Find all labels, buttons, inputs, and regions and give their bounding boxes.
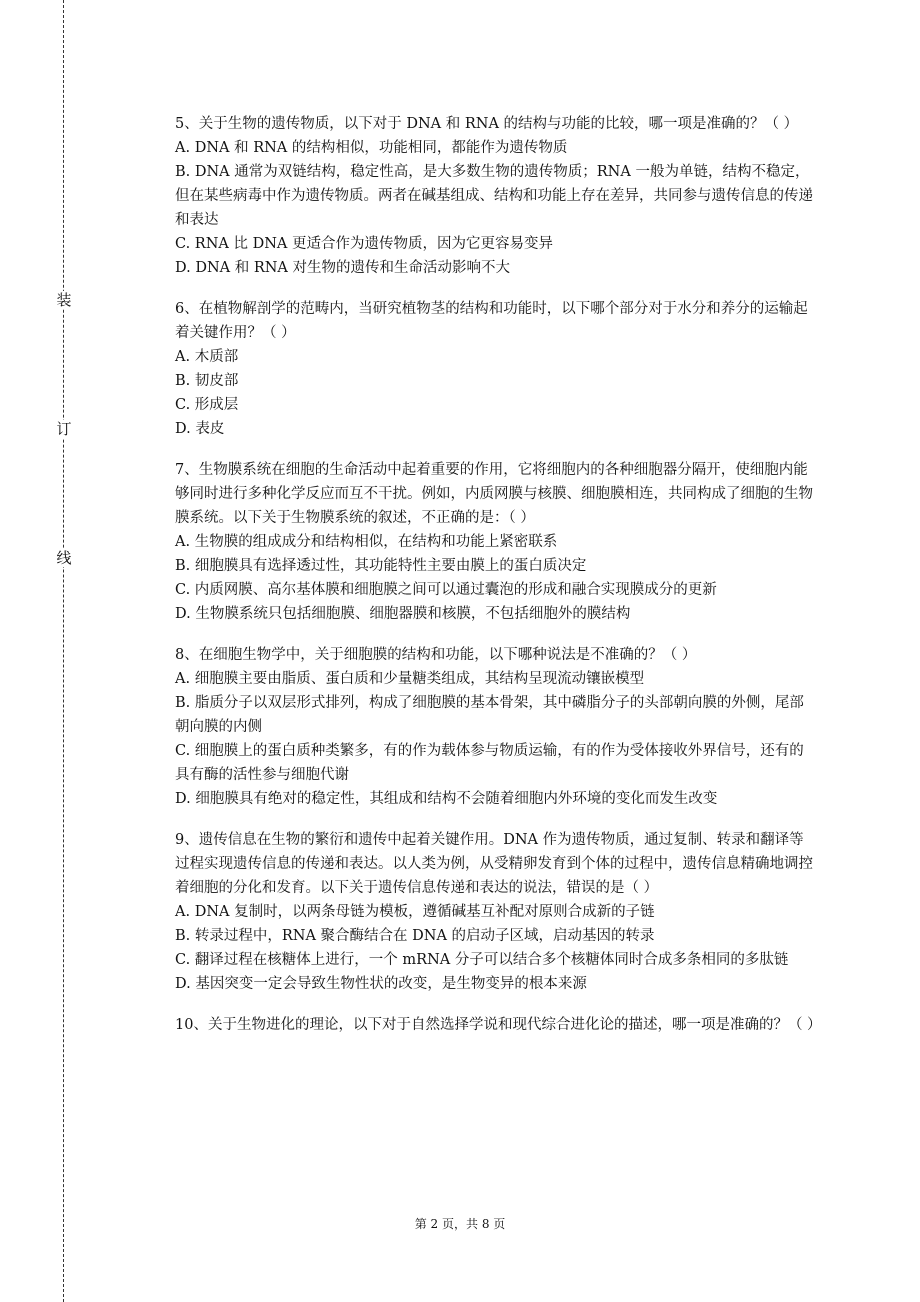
option-c: C. RNA 比 DNA 更适合作为遗传物质，因为它更容易变异 [175, 236, 553, 252]
option-a: A. 木质部 [175, 349, 239, 365]
binding-char-zhuang: 装 [56, 291, 72, 309]
option-d: D. 细胞膜具有绝对的稳定性，其组成和结构不会随着细胞内外环境的变化而发生改变 [175, 791, 718, 807]
option-a: A. 细胞膜主要由脂质、蛋白质和少量糖类组成，其结构呈现流动镶嵌模型 [175, 671, 645, 687]
question-stem: 8、在细胞生物学中，关于细胞膜的结构和功能，以下哪种说法是不准确的？（ ） [175, 647, 697, 663]
option-b: B. 韧皮部 [175, 373, 239, 389]
question-10 [175, 1013, 822, 1037]
binding-dashed-line [63, 0, 64, 1302]
option-d: D. 基因突变一定会导致生物性状的改变，是生物变异的根本来源 [175, 976, 587, 992]
option-c: C. 细胞膜上的蛋白质种类繁多，有的作为载体参与物质运输，有的作为受体接收外界信号，还有的具有酶的活性参与细胞代谢 [175, 743, 804, 783]
option-b: B. DNA 通常为双链结构，稳定性高，是大多数生物的遗传物质；RNA 一般为单链，结构不稳定，但在某些病毒中作为遗传物质。两者在碱基组成、结构和功能上存在差异，共同参与遗传信息的传递和表达 [175, 164, 813, 228]
option-b: B. 脂质分子以双层形式排列，构成了细胞膜的基本骨架，其中磷脂分子的头部朝向膜的外侧，尾部朝向膜的内侧 [175, 695, 804, 735]
question-stem: 6、在植物解剖学的范畴内，当研究植物茎的结构和功能时，以下哪个部分对于水分和养分的运输起着关键作用？（ ） [175, 301, 808, 341]
question-7 [175, 458, 815, 626]
question-9 [175, 828, 815, 996]
question-stem: 10、关于生物进化的理论，以下对于自然选择学说和现代综合进化论的描述，哪一项是准确的？（ ） [175, 1017, 822, 1033]
option-b: B. 转录过程中，RNA 聚合酶结合在 DNA 的启动子区域，启动基因的转录 [175, 928, 655, 944]
option-a: A. DNA 复制时，以两条母链为模板，遵循碱基互补配对原则合成新的子链 [175, 904, 655, 920]
option-a: A. DNA 和 RNA 的结构相似，功能相同，都能作为遗传物质 [175, 140, 568, 156]
option-d: D. 生物膜系统只包括细胞膜、细胞器膜和核膜，不包括细胞外的膜结构 [175, 606, 631, 622]
option-c: C. 形成层 [175, 397, 239, 413]
option-d: D. 表皮 [175, 421, 225, 437]
question-stem: 7、生物膜系统在细胞的生命活动中起着重要的作用，它将细胞内的各种细胞器分隔开，使细胞内能够同时进行多种化学反应而互不干扰。例如，内质网膜与核膜、细胞膜相连，共同构成了细胞的生物膜系统。以下关于生物膜系统的叙述，不正确的是：（ ） [175, 462, 813, 526]
option-c: C. 翻译过程在核糖体上进行，一个 mRNA 分子可以结合多个核糖体同时合成多条相同的多肽链 [175, 952, 789, 968]
question-stem: 9、遗传信息在生物的繁衍和遗传中起着关键作用。DNA 作为遗传物质，通过复制、转录和翻译等过程实现遗传信息的传递和表达。以人类为例，从受精卵发育到个体的过程中，遗传信息精确地调控着细胞的分化和发育。以下关于遗传信息传递和表达的说法，错误的是（ ） [175, 832, 813, 896]
page-number-footer: 第 2 页，共 8 页 [414, 1217, 506, 1231]
option-c: C. 内质网膜、高尔基体膜和细胞膜之间可以通过囊泡的形成和融合实现膜成分的更新 [175, 582, 717, 598]
question-5 [175, 112, 815, 280]
option-a: A. 生物膜的组成成分和结构相似，在结构和功能上紧密联系 [175, 534, 558, 550]
option-d: D. DNA 和 RNA 对生物的遗传和生命活动影响不大 [175, 260, 511, 276]
binding-char-ding: 订 [56, 420, 72, 438]
binding-char-xian: 线 [56, 549, 72, 567]
question-8 [175, 643, 815, 811]
question-6 [175, 297, 815, 441]
option-b: B. 细胞膜具有选择透过性，其功能特性主要由膜上的蛋白质决定 [175, 558, 587, 574]
question-list [175, 112, 822, 1054]
question-stem: 5、关于生物的遗传物质，以下对于 DNA 和 RNA 的结构与功能的比较，哪一项是准确的？（ ） [175, 116, 799, 132]
